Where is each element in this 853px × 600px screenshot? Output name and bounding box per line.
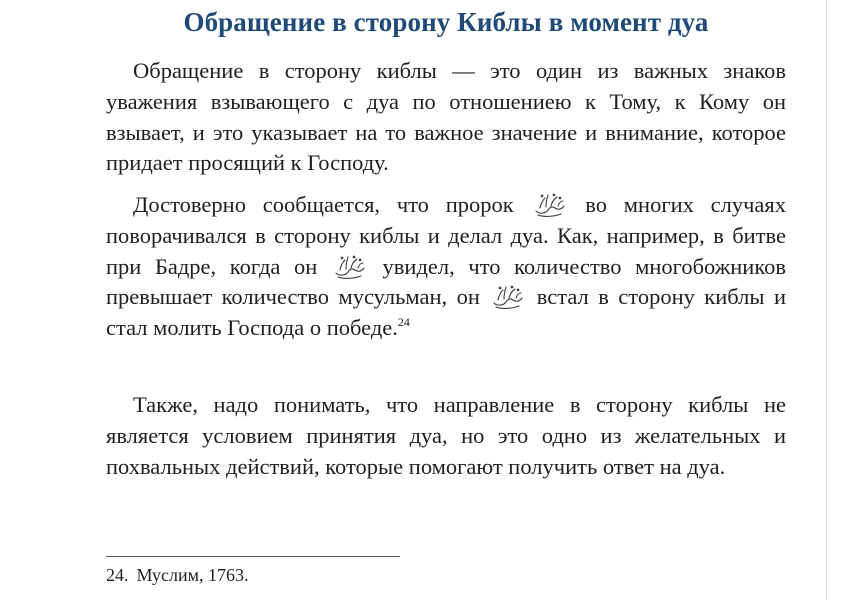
page-edge-line	[826, 0, 827, 600]
paragraph-3: Также, надо понимать, что направление в сторону киблы не является условием принятия дуа, но это одно из желательных и похвальных действий, которые помогают получить ответ на дуа.	[106, 392, 786, 479]
footnote-divider	[106, 556, 400, 557]
salawat-calligraphy-icon	[533, 192, 567, 218]
paragraph-2-segment-1: Достоверно сообщается, что пророк	[133, 192, 514, 217]
paragraph-2-segment-4: встал в сторону киблы и стал молить Господа о победе.	[106, 284, 787, 341]
footnote-number: 24.	[106, 565, 129, 585]
paragraph-2-segment-3: увидел, что количество многобожников превышает количество мусульман, он	[106, 253, 787, 310]
footnote-text: Муслим, 1763.	[136, 565, 249, 585]
page-title: Обращение в сторону Киблы в момент дуа	[183, 7, 709, 37]
paragraph-2	[106, 190, 786, 344]
footnote-reference[interactable]: 24	[397, 315, 410, 330]
paragraph-2-segment-2: во многих случаях поворачивался в сторону киблы и делал дуа. Как, например, в битве при Бадре, когда он	[106, 192, 787, 279]
paragraph-1: Обращение в сторону киблы — это один из важных знаков уважения взывающего с дуа по отношениею к Тому, к Кому он взывает, и это указывает на то важное значение и внимание, которое придает просящий к Господу.	[106, 58, 786, 176]
footnote	[106, 565, 249, 586]
salawat-calligraphy-icon	[491, 284, 525, 310]
salawat-calligraphy-icon	[333, 254, 367, 280]
